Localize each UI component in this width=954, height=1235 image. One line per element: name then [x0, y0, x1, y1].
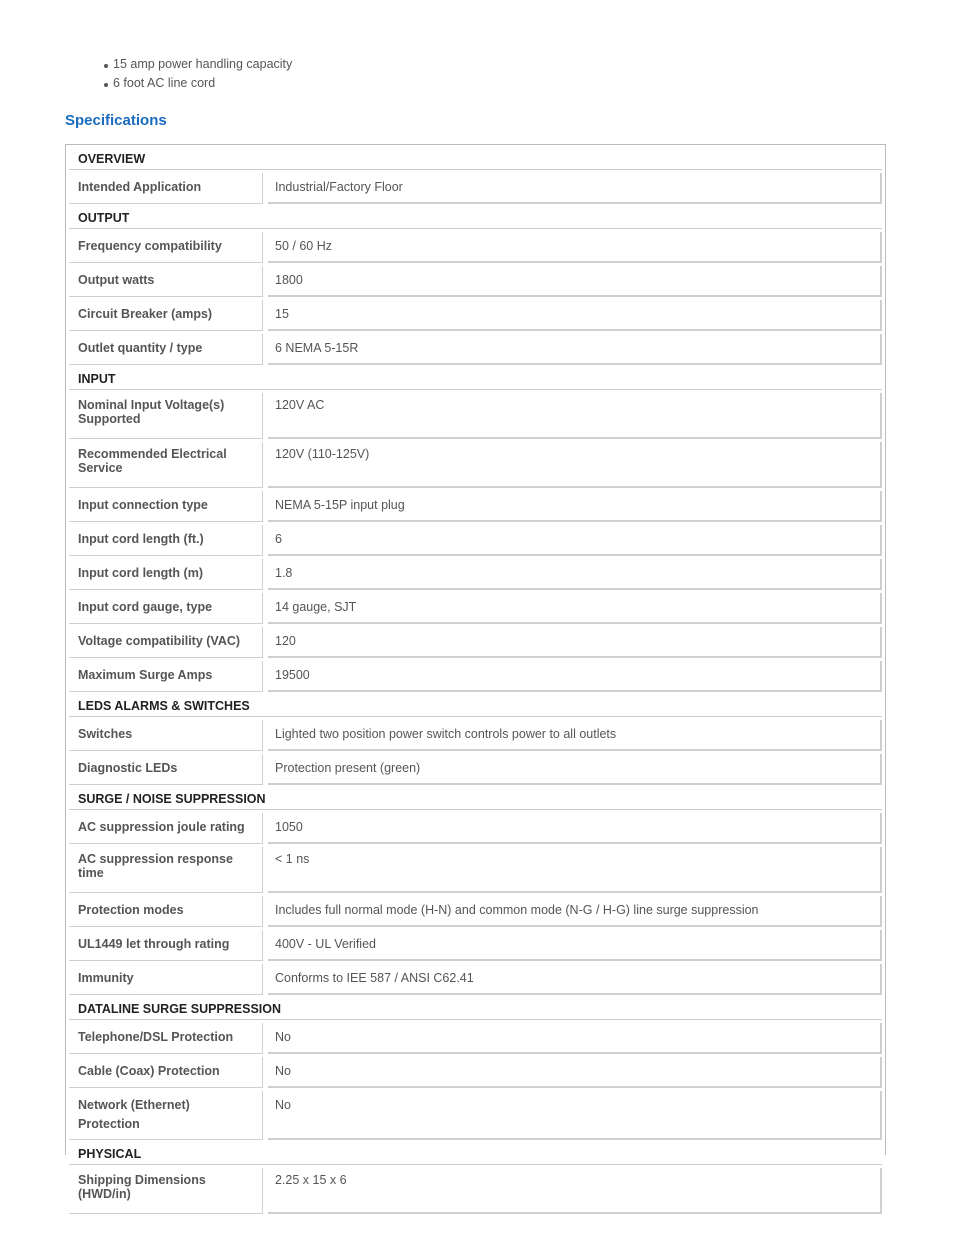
spec-label: Output watts	[69, 266, 263, 297]
spec-label: Diagnostic LEDs	[69, 754, 263, 785]
table-row	[69, 813, 882, 844]
spec-value: NEMA 5-15P input plug	[268, 491, 882, 522]
spec-value: No	[268, 1091, 882, 1140]
spec-value: Protection present (green)	[268, 754, 882, 785]
table-row	[69, 300, 882, 331]
table-row	[69, 964, 882, 995]
spec-value: No	[268, 1057, 882, 1088]
feature-list	[104, 55, 292, 93]
spec-label: Nominal Input Voltage(s) Supported	[69, 393, 263, 439]
table-row	[69, 173, 882, 204]
spec-label: Voltage compatibility (VAC)	[69, 627, 263, 658]
spec-label: Frequency compatibility	[69, 232, 263, 263]
spec-label: Telephone/DSL Protection	[69, 1023, 263, 1054]
feature-item: 6 foot AC line cord	[104, 74, 292, 93]
spec-value: 14 gauge, SJT	[268, 593, 882, 624]
table-row	[69, 1168, 882, 1214]
table-row	[69, 627, 882, 658]
specifications-table	[65, 144, 886, 1201]
table-row	[69, 754, 882, 785]
spec-label: UL1449 let through rating	[69, 930, 263, 961]
section-header: PHYSICAL	[69, 1143, 882, 1165]
spec-value: 19500	[268, 661, 882, 692]
table-row	[69, 559, 882, 590]
specifications-table-body	[69, 148, 882, 1217]
spec-label: Immunity	[69, 964, 263, 995]
spec-label: Intended Application	[69, 173, 263, 204]
table-row	[69, 491, 882, 522]
spec-label: Input cord gauge, type	[69, 593, 263, 624]
spec-value: 6	[268, 525, 882, 556]
table-row	[69, 1023, 882, 1054]
spec-value: 400V - UL Verified	[268, 930, 882, 961]
spec-label: AC suppression joule rating	[69, 813, 263, 844]
table-row	[69, 393, 882, 439]
table-row	[69, 442, 882, 488]
spec-value: 1050	[268, 813, 882, 844]
feature-item: 15 amp power handling capacity	[104, 55, 292, 74]
spec-value: 15	[268, 300, 882, 331]
section-header: DATALINE SURGE SUPPRESSION	[69, 998, 882, 1020]
spec-value: 120	[268, 627, 882, 658]
spec-label: Recommended Electrical Service	[69, 442, 263, 488]
table-row	[69, 847, 882, 893]
table-row	[69, 896, 882, 927]
spec-label: Network (Ethernet) Protection	[69, 1091, 263, 1140]
spec-value: 120V (110-125V)	[268, 442, 882, 488]
spec-label: Input cord length (m)	[69, 559, 263, 590]
table-row	[69, 720, 882, 751]
spec-label: Maximum Surge Amps	[69, 661, 263, 692]
section-header: OVERVIEW	[69, 148, 882, 170]
spec-label: AC suppression response time	[69, 847, 263, 893]
table-row	[69, 661, 882, 692]
spec-label: Input cord length (ft.)	[69, 525, 263, 556]
table-row	[69, 334, 882, 365]
table-row	[69, 1091, 882, 1140]
spec-value: < 1 ns	[268, 847, 882, 893]
spec-label: Switches	[69, 720, 263, 751]
spec-label: Circuit Breaker (amps)	[69, 300, 263, 331]
spec-value: 120V AC	[268, 393, 882, 439]
table-row	[69, 593, 882, 624]
spec-label: Outlet quantity / type	[69, 334, 263, 365]
spec-value: 6 NEMA 5-15R	[268, 334, 882, 365]
table-row	[69, 930, 882, 961]
section-header: OUTPUT	[69, 207, 882, 229]
spec-value: Conforms to IEE 587 / ANSI C62.41	[268, 964, 882, 995]
spec-value: Includes full normal mode (H-N) and common mode (N-G / H-G) line surge suppression	[268, 896, 882, 927]
section-header: SURGE / NOISE SUPPRESSION	[69, 788, 882, 810]
spec-value: Lighted two position power switch controls power to all outlets	[268, 720, 882, 751]
spec-label: Input connection type	[69, 491, 263, 522]
section-header: LEDS ALARMS & SWITCHES	[69, 695, 882, 717]
spec-label: Shipping Dimensions (HWD/in)	[69, 1168, 263, 1214]
specifications-heading: Specifications	[65, 112, 167, 129]
spec-value: 50 / 60 Hz	[268, 232, 882, 263]
table-row	[69, 525, 882, 556]
table-row	[69, 1057, 882, 1088]
spec-label: Cable (Coax) Protection	[69, 1057, 263, 1088]
spec-value: 1.8	[268, 559, 882, 590]
spec-label: Protection modes	[69, 896, 263, 927]
section-header: INPUT	[69, 368, 882, 390]
spec-value: No	[268, 1023, 882, 1054]
spec-value: Industrial/Factory Floor	[268, 173, 882, 204]
spec-value: 1800	[268, 266, 882, 297]
table-row	[69, 232, 882, 263]
table-row	[69, 266, 882, 297]
spec-value: 2.25 x 15 x 6	[268, 1168, 882, 1214]
